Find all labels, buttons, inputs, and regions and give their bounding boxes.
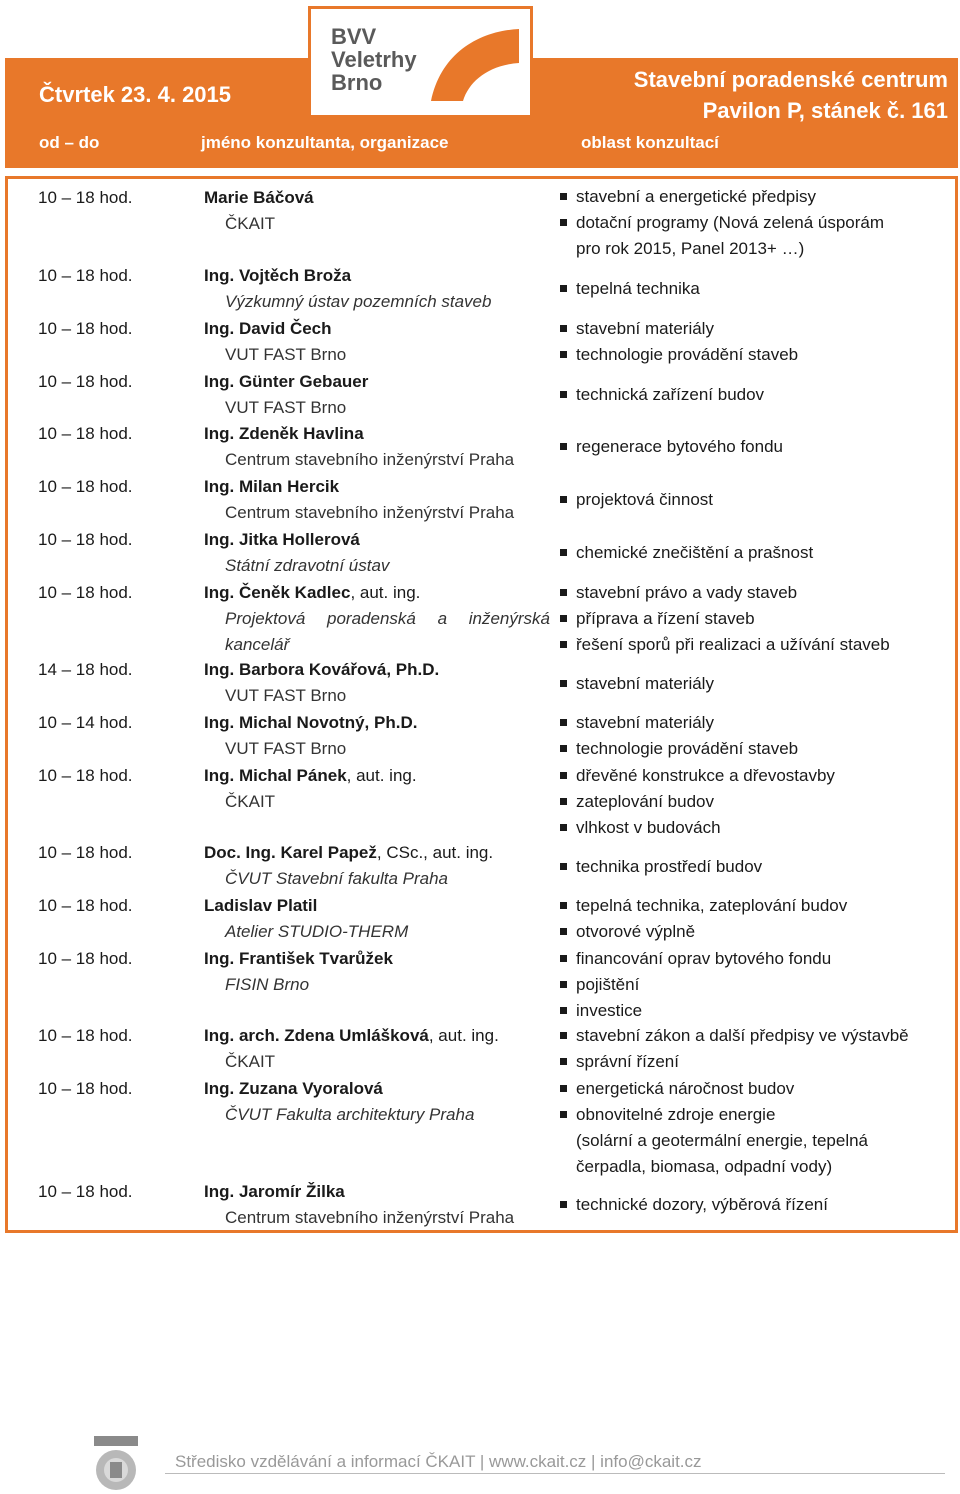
row-organization: Atelier STUDIO-THERM bbox=[225, 922, 409, 941]
topic-item: investice bbox=[559, 998, 955, 1024]
row-organization: Výzkumný ústav pozemních staveb bbox=[225, 292, 492, 311]
topic-item: obnovitelné zdroje energie bbox=[559, 1102, 955, 1128]
topic-item: technické dozory, výběrová řízení bbox=[559, 1192, 955, 1218]
topic-item: vlhkost v budovách bbox=[559, 815, 955, 841]
row-topics bbox=[559, 1192, 955, 1218]
column-headers bbox=[5, 133, 958, 158]
topic-item: technologie provádění staveb bbox=[559, 342, 955, 368]
topic-item: tepelná technika, zateplování budov bbox=[559, 893, 955, 919]
topic-item: dřevěné konstrukce a dřevostavby bbox=[559, 763, 955, 789]
row-organization: ČKAIT bbox=[225, 1052, 276, 1071]
row-organization: VUT FAST Brno bbox=[225, 686, 347, 705]
row-consultant-name: Ing. Zdeněk Havlina bbox=[204, 424, 364, 443]
row-time: 10 – 18 hod. bbox=[38, 319, 133, 338]
row-time: 10 – 18 hod. bbox=[38, 1026, 133, 1045]
footer-divider bbox=[165, 1473, 945, 1474]
topic-item: regenerace bytového fondu bbox=[559, 434, 955, 460]
row-consultant-name: Ing. Günter Gebauer bbox=[204, 372, 369, 391]
row-time: 10 – 18 hod. bbox=[38, 188, 133, 207]
bvv-logo-text: BVV Veletrhy Brno bbox=[331, 24, 417, 95]
row-consultant-name: Doc. Ing. Karel Papež, CSc., aut. ing. bbox=[204, 843, 494, 862]
col-header-topic: oblast konzultací bbox=[581, 133, 719, 152]
row-consultant-name: Marie Báčová bbox=[204, 188, 314, 207]
topic-item: technika prostředí budov bbox=[559, 854, 955, 880]
topic-item: energetická náročnost budov bbox=[559, 1076, 955, 1102]
row-consultant-name: Ing. František Tvarůžek bbox=[204, 949, 393, 968]
row-organization: ČKAIT bbox=[225, 214, 276, 233]
row-consultant-name: Ing. Vojtěch Broža bbox=[204, 266, 352, 285]
bvv-logo bbox=[308, 6, 533, 118]
row-consultant-name: Ing. Jaromír Žilka bbox=[204, 1182, 345, 1201]
row-consultant-name: Ing. David Čech bbox=[204, 319, 332, 338]
row-time: 10 – 18 hod. bbox=[38, 583, 133, 602]
row-time: 10 – 18 hod. bbox=[38, 843, 133, 862]
topic-item: řešení sporů při realizaci a užívání staveb bbox=[559, 632, 955, 658]
row-time: 10 – 18 hod. bbox=[38, 424, 133, 443]
row-topics bbox=[559, 946, 955, 1024]
topic-item: příprava a řízení staveb bbox=[559, 606, 955, 632]
row-topics bbox=[559, 276, 955, 302]
row-organization: ČVUT Stavební fakulta Praha bbox=[225, 869, 449, 888]
row-organization: Centrum stavebního inženýrství Praha bbox=[225, 1208, 515, 1227]
topic-item: zateplování budov bbox=[559, 789, 955, 815]
row-topics bbox=[559, 487, 955, 513]
footer-text: Středisko vzdělávání a informací ČKAIT | www.ckait.cz | info@ckait.cz bbox=[175, 1452, 702, 1471]
row-topics bbox=[559, 893, 955, 945]
row-consultant-name: Ing. Zuzana Vyoralová bbox=[204, 1079, 383, 1098]
topic-item: dotační programy (Nová zelená úsporám bbox=[559, 210, 955, 236]
topic-item: čerpadla, biomasa, odpadní vody) bbox=[576, 1157, 833, 1176]
row-consultant-name: Ing. Čeněk Kadlec, aut. ing. bbox=[204, 583, 421, 602]
row-organization: Projektová poradenská a inženýrská kancelář bbox=[225, 609, 550, 654]
topic-item: pojištění bbox=[559, 972, 955, 998]
row-consultant-name: Ing. Michal Novotný, Ph.D. bbox=[204, 713, 418, 732]
row-topics bbox=[559, 763, 955, 841]
topic-item: stavební a energetické předpisy bbox=[559, 184, 955, 210]
row-topics bbox=[559, 382, 955, 408]
row-consultant-name: Ing. Jitka Hollerová bbox=[204, 530, 360, 549]
row-organization: VUT FAST Brno bbox=[225, 739, 347, 758]
row-topics bbox=[559, 854, 955, 880]
topic-item: financování oprav bytového fondu bbox=[559, 946, 955, 972]
topic-item: stavební zákon a další předpisy ve výstavbě bbox=[559, 1023, 955, 1049]
row-consultant-name: Ladislav Platil bbox=[204, 896, 318, 915]
row-time: 10 – 18 hod. bbox=[38, 1079, 133, 1098]
topic-item: tepelná technika bbox=[559, 276, 955, 302]
row-topics bbox=[559, 1023, 955, 1075]
row-time: 10 – 18 hod. bbox=[38, 766, 133, 785]
row-organization: VUT FAST Brno bbox=[225, 345, 347, 364]
row-organization: VUT FAST Brno bbox=[225, 398, 347, 417]
row-time: 10 – 18 hod. bbox=[38, 896, 133, 915]
row-topics bbox=[559, 184, 955, 262]
col-header-name: jméno konzultanta, organizace bbox=[201, 133, 449, 152]
topic-item: chemické znečištění a prašnost bbox=[559, 540, 955, 566]
topic-item: stavební právo a vady staveb bbox=[559, 580, 955, 606]
row-time: 10 – 18 hod. bbox=[38, 266, 133, 285]
row-organization: FISIN Brno bbox=[225, 975, 310, 994]
topic-item: stavební materiály bbox=[559, 710, 955, 736]
event-title: Stavební poradenské centrum bbox=[633, 67, 948, 92]
row-organization: ČKAIT bbox=[225, 792, 276, 811]
row-topics bbox=[559, 671, 955, 697]
topic-item: technologie provádění staveb bbox=[559, 736, 955, 762]
topic-item: stavební materiály bbox=[559, 671, 955, 697]
row-organization: Státní zdravotní ústav bbox=[225, 556, 390, 575]
row-time: 14 – 18 hod. bbox=[38, 660, 133, 679]
row-organization: Centrum stavebního inženýrství Praha bbox=[225, 503, 515, 522]
event-date: Čtvrtek 23. 4. 2015 bbox=[39, 82, 232, 107]
consultation-table bbox=[5, 176, 958, 1233]
row-organization: Centrum stavebního inženýrství Praha bbox=[225, 450, 515, 469]
topic-item: technická zařízení budov bbox=[559, 382, 955, 408]
row-consultant-name: Ing. arch. Zdena Umlášková, aut. ing. bbox=[204, 1026, 499, 1045]
row-topics bbox=[559, 540, 955, 566]
ckait-logo-icon bbox=[86, 1432, 146, 1494]
event-title-block bbox=[634, 64, 948, 126]
row-topics bbox=[559, 316, 955, 368]
row-topics bbox=[559, 710, 955, 762]
row-time: 10 – 18 hod. bbox=[38, 1182, 133, 1201]
row-consultant-name: Ing. Milan Hercik bbox=[204, 477, 340, 496]
row-time: 10 – 18 hod. bbox=[38, 477, 133, 496]
bvv-logo-arc-icon bbox=[429, 23, 521, 103]
row-time: 10 – 18 hod. bbox=[38, 372, 133, 391]
event-location: Pavilon P, stánek č. 161 bbox=[702, 98, 948, 123]
topic-item: pro rok 2015, Panel 2013+ …) bbox=[576, 239, 805, 258]
row-topics bbox=[559, 1076, 955, 1180]
row-topics bbox=[559, 434, 955, 460]
topic-item: projektová činnost bbox=[559, 487, 955, 513]
row-organization: ČVUT Fakulta architektury Praha bbox=[225, 1105, 475, 1124]
topic-item: otvorové výplně bbox=[559, 919, 955, 945]
row-consultant-name: Ing. Michal Pánek, aut. ing. bbox=[204, 766, 417, 785]
col-header-time: od – do bbox=[39, 133, 100, 152]
row-topics bbox=[559, 580, 955, 658]
row-consultant-name: Ing. Barbora Kovářová, Ph.D. bbox=[204, 660, 440, 679]
topic-item: stavební materiály bbox=[559, 316, 955, 342]
row-time: 10 – 18 hod. bbox=[38, 530, 133, 549]
row-time: 10 – 18 hod. bbox=[38, 949, 133, 968]
topic-item: (solární a geotermální energie, tepelná bbox=[576, 1131, 869, 1150]
row-time: 10 – 14 hod. bbox=[38, 713, 133, 732]
topic-item: správní řízení bbox=[559, 1049, 955, 1075]
